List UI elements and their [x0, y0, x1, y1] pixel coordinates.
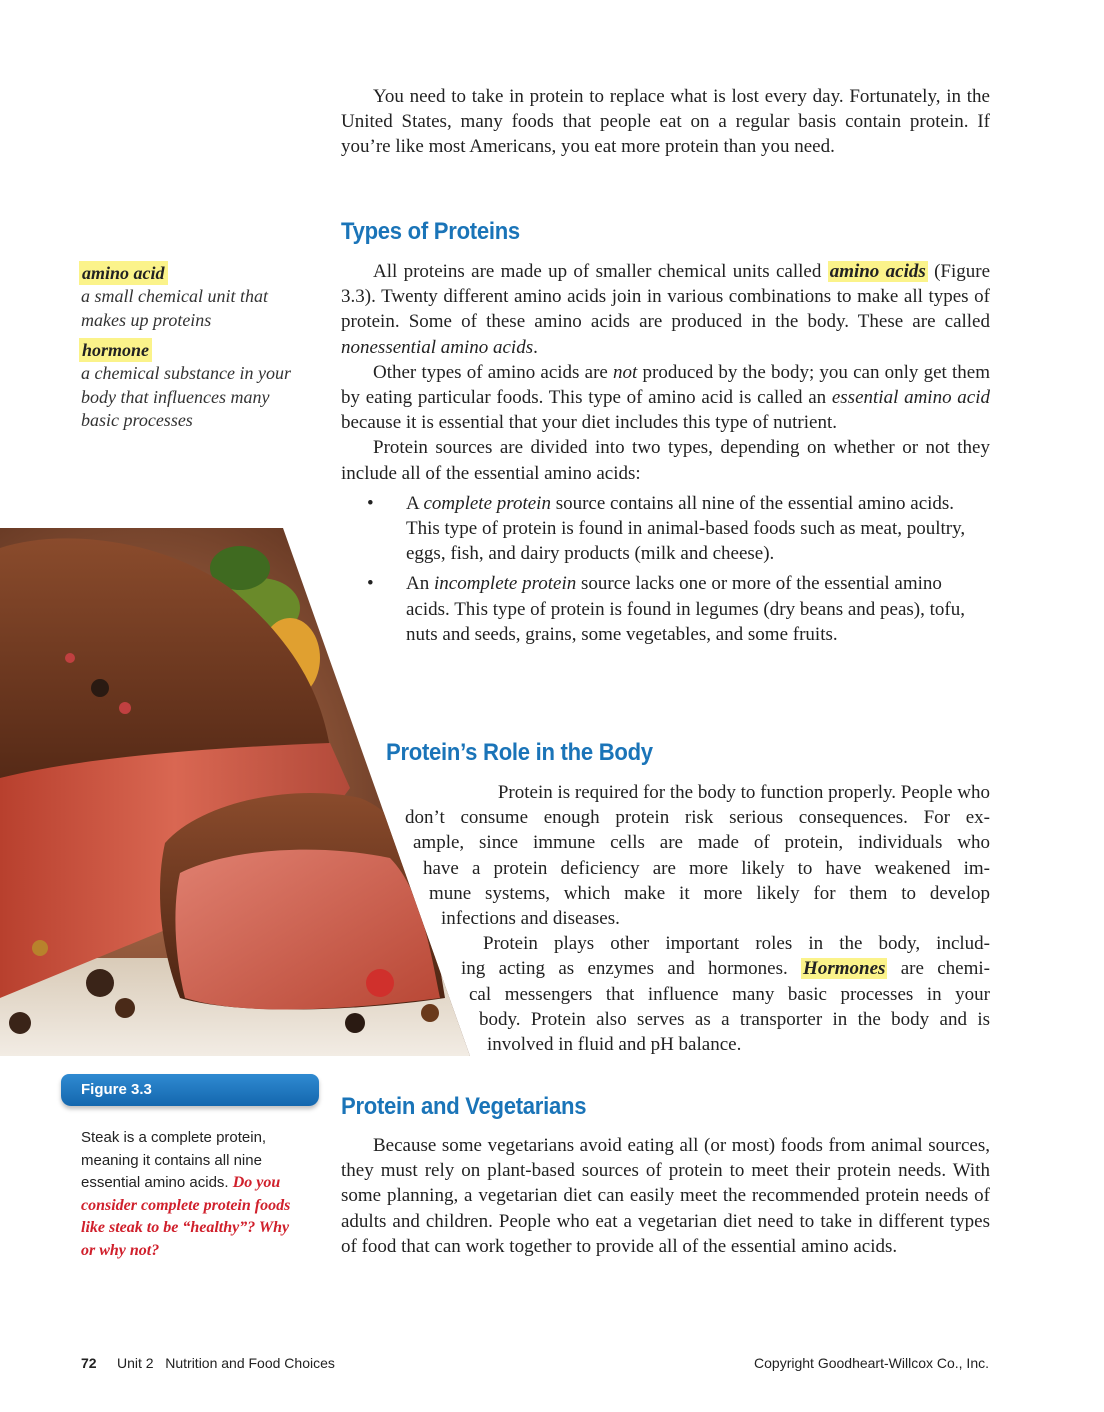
margin-glossary — [81, 261, 296, 439]
text-run: (Figure 3.3). Twenty different amino acids join in various combinations to make all types of protein. Some of these amino acids are produced in the body. These are called — [341, 261, 991, 333]
text-run: . — [533, 336, 538, 358]
figure-label: Figure 3.3 — [81, 1081, 152, 1098]
glossary-term: amino acid — [79, 261, 168, 285]
heading-types-of-proteins: Types of Proteins — [341, 218, 520, 245]
text-run: because it is essential that your diet includes this type of nutrient. — [341, 412, 837, 434]
glossary-entry — [81, 338, 296, 433]
glossary-term: hormone — [79, 338, 152, 362]
text-run: source contains all nine of the essential amino acids. This type of protein is found in animal-based foods such as meat, poultry, eggs, fish, and dairy products (milk and cheese). — [406, 492, 966, 565]
text-run: An — [406, 573, 434, 595]
intro-paragraph: You need to take in protein to replace what is lost every day. Fortunately, in the United States, many foods that people eat on a regular basis contain protein. If you’re like most Americans, you eat more protein than you need. — [341, 86, 990, 158]
glossary-entry — [81, 261, 296, 332]
role-line: mune systems, which make it more likely for them to develop — [429, 882, 990, 904]
key-term-hormones: Hormones — [803, 958, 886, 980]
page-number: 72 — [81, 1355, 97, 1371]
bullet-glyph: • — [367, 492, 374, 514]
text-run: A — [406, 492, 424, 514]
role-line: infections and diseases. — [441, 908, 620, 930]
glossary-definition: a small chemical unit that makes up proteins — [81, 286, 268, 330]
figure-label-tab — [61, 1074, 319, 1106]
role-line: ample, since immune cells are made of protein, individuals who — [413, 832, 990, 854]
text-run: source lacks one or more of the essential amino acids. This type of protein is found in legumes (dry beans and peas), tofu, nuts and seeds, grains, some vegetables, and some fruits. — [406, 573, 965, 645]
role-line: involved in fluid and pH balance. — [487, 1034, 742, 1056]
role-line — [461, 956, 990, 981]
role-line: Protein plays other important roles in the body, includ- — [483, 933, 990, 955]
text-run: are chemi- — [887, 958, 990, 980]
heading-protein-and-vegetarians: Protein and Vegetarians — [341, 1093, 587, 1120]
term-complete-protein: complete protein — [423, 492, 551, 514]
term-incomplete-protein: incomplete protein — [433, 573, 577, 595]
term-essential: essential amino acid — [831, 387, 990, 409]
text-run: ing acting as enzymes and hormones. — [461, 958, 802, 980]
vegetarians-paragraph: Because some vegetarians avoid eating all (or most) foods from animal sources, they must rely on plant-based sources of protein to meet their protein needs. With some planning, a vegetarian diet can easily meet the recommended protein needs of adults and children. People who eat a vegetarian diet need to take in different types of food that can work together to provide all of the essential amino acids. — [341, 1135, 990, 1257]
glossary-definition: a chemical substance in your body that influences many basic processes — [81, 363, 291, 430]
role-line: don’t consume enough protein risk serious consequences. For ex- — [405, 807, 990, 829]
unit-title: Unit 2 Nutrition and Food Choices — [117, 1355, 335, 1371]
key-term-amino-acids: amino acids — [829, 261, 926, 282]
role-line: have a protein deficiency are more likely to have weakened im- — [423, 857, 990, 879]
bullet-glyph: • — [367, 573, 374, 595]
role-line: Protein is required for the body to function properly. People who — [497, 782, 990, 803]
caption-text: Steak is a complete protein, meaning it contains all nine essential amino acids. — [81, 1129, 267, 1191]
term-nonessential: nonessential amino acids — [341, 336, 534, 358]
text-run: Other types of amino acids are — [373, 361, 614, 383]
role-line: body. Protein also serves as a transporter in the body and is — [479, 1008, 990, 1030]
text-run: All proteins are made up of smaller chemical units called — [373, 261, 828, 282]
types-paragraph-1 — [341, 259, 990, 360]
copyright: Copyright Goodheart-Willcox Co., Inc. — [754, 1355, 989, 1371]
role-line: cal messengers that influence many basic processes in your — [469, 983, 990, 1005]
steak-photo — [0, 528, 470, 1056]
caption-question: Do you consider complete protein foods like steak to be “healthy”? Why or why not? — [81, 1174, 291, 1259]
emphasis-not: not — [613, 361, 638, 383]
figure-caption — [81, 1127, 291, 1262]
types-paragraph-2 — [341, 360, 990, 436]
text-run: produced by the body; you can only get them by eating particular foods. This type of amino acid is called an — [341, 361, 990, 409]
types-paragraph-3: Protein sources are divided into two types, depending on whether or not they include all of the essential amino acids: — [341, 437, 990, 484]
heading-proteins-role: Protein’s Role in the Body — [386, 739, 653, 766]
